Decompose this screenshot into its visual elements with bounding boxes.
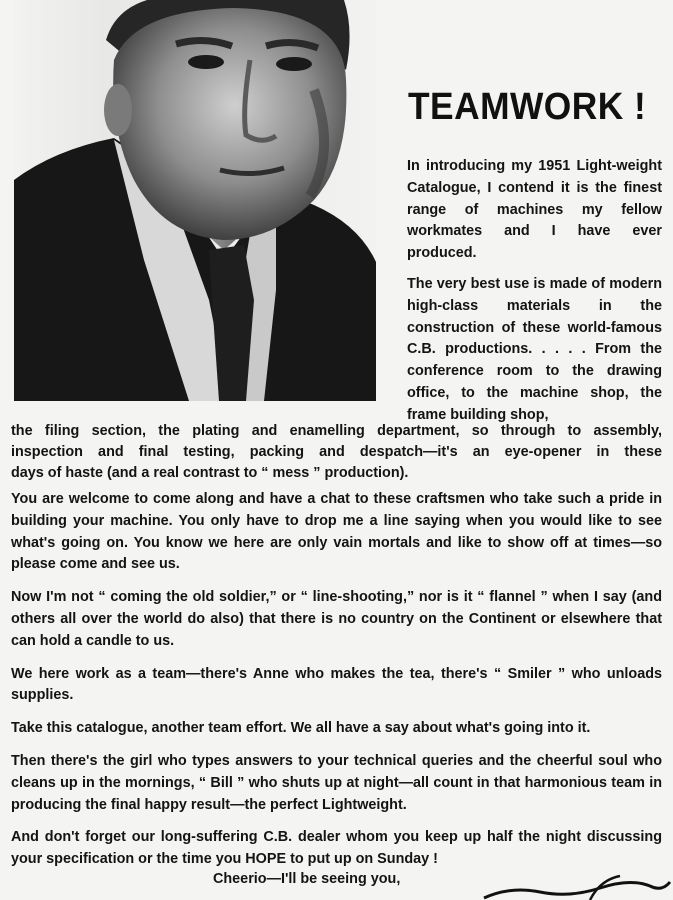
continuation-line: inspection and final testing, packing and despatch—it's an eye-opener in these xyxy=(11,444,662,460)
intro-column xyxy=(407,156,662,427)
intro-paragraph: In introducing my 1951 Light-weight Catalogue, I contend it is the finest range of machines my fellow workmates and I have ever produced. xyxy=(407,158,662,262)
welcome-paragraph: You are welcome to come along and have a chat to these craftsmen who take such a pride in building your machine. You only have to drop me a line saying when you would like to see what's going on. You know we here are only vain mortals and like to show off at times—so please come and see us. xyxy=(11,491,662,573)
continuation-line: days of haste (and a real contrast to “ mess ” production). xyxy=(11,465,409,481)
catalogue-paragraph: Take this catalogue, another team effort. We all have a say about what's going into it. xyxy=(11,720,591,737)
page-title: TEAMWORK ! xyxy=(408,86,647,128)
staff-paragraph: Then there's the girl who types answers to your technical queries and the cheerful soul who cleans up in the mornings, “ Bill ” who shuts up at night—all count in that harmonious team in producing the final happy result—the perfect Lightweight. xyxy=(11,752,662,813)
body-text xyxy=(11,489,662,871)
team-paragraph: We here work as a team—there's Anne who makes the tea, there's “ Smiler ” who unloads supplies. xyxy=(11,665,662,704)
materials-paragraph: The very best use is made of modern high-class materials in the construction of these world-famous C.B. productions. . . . . From the conference room to the drawing office, to the machine shop, the frame building shop, xyxy=(407,275,662,423)
continuation-line: the filing section, the plating and enamelling department, so through to assembly, xyxy=(11,423,662,439)
claim-paragraph: Now I'm not “ coming the old soldier,” or “ line-shooting,” nor is it “ flannel ” when I say (and others all over the world do also) that there is no country on the Continent or elsewhere that can hold a candle to us. xyxy=(11,589,662,649)
dealer-paragraph: And don't forget our long-suffering C.B. dealer whom you keep up half the night discussing your specification or the time you HOPE to put up on Sunday ! xyxy=(11,829,662,868)
handwritten-signature xyxy=(480,872,673,900)
portrait-photo xyxy=(14,0,376,401)
sign-off: Cheerio—I'll be seeing you, xyxy=(213,871,401,887)
